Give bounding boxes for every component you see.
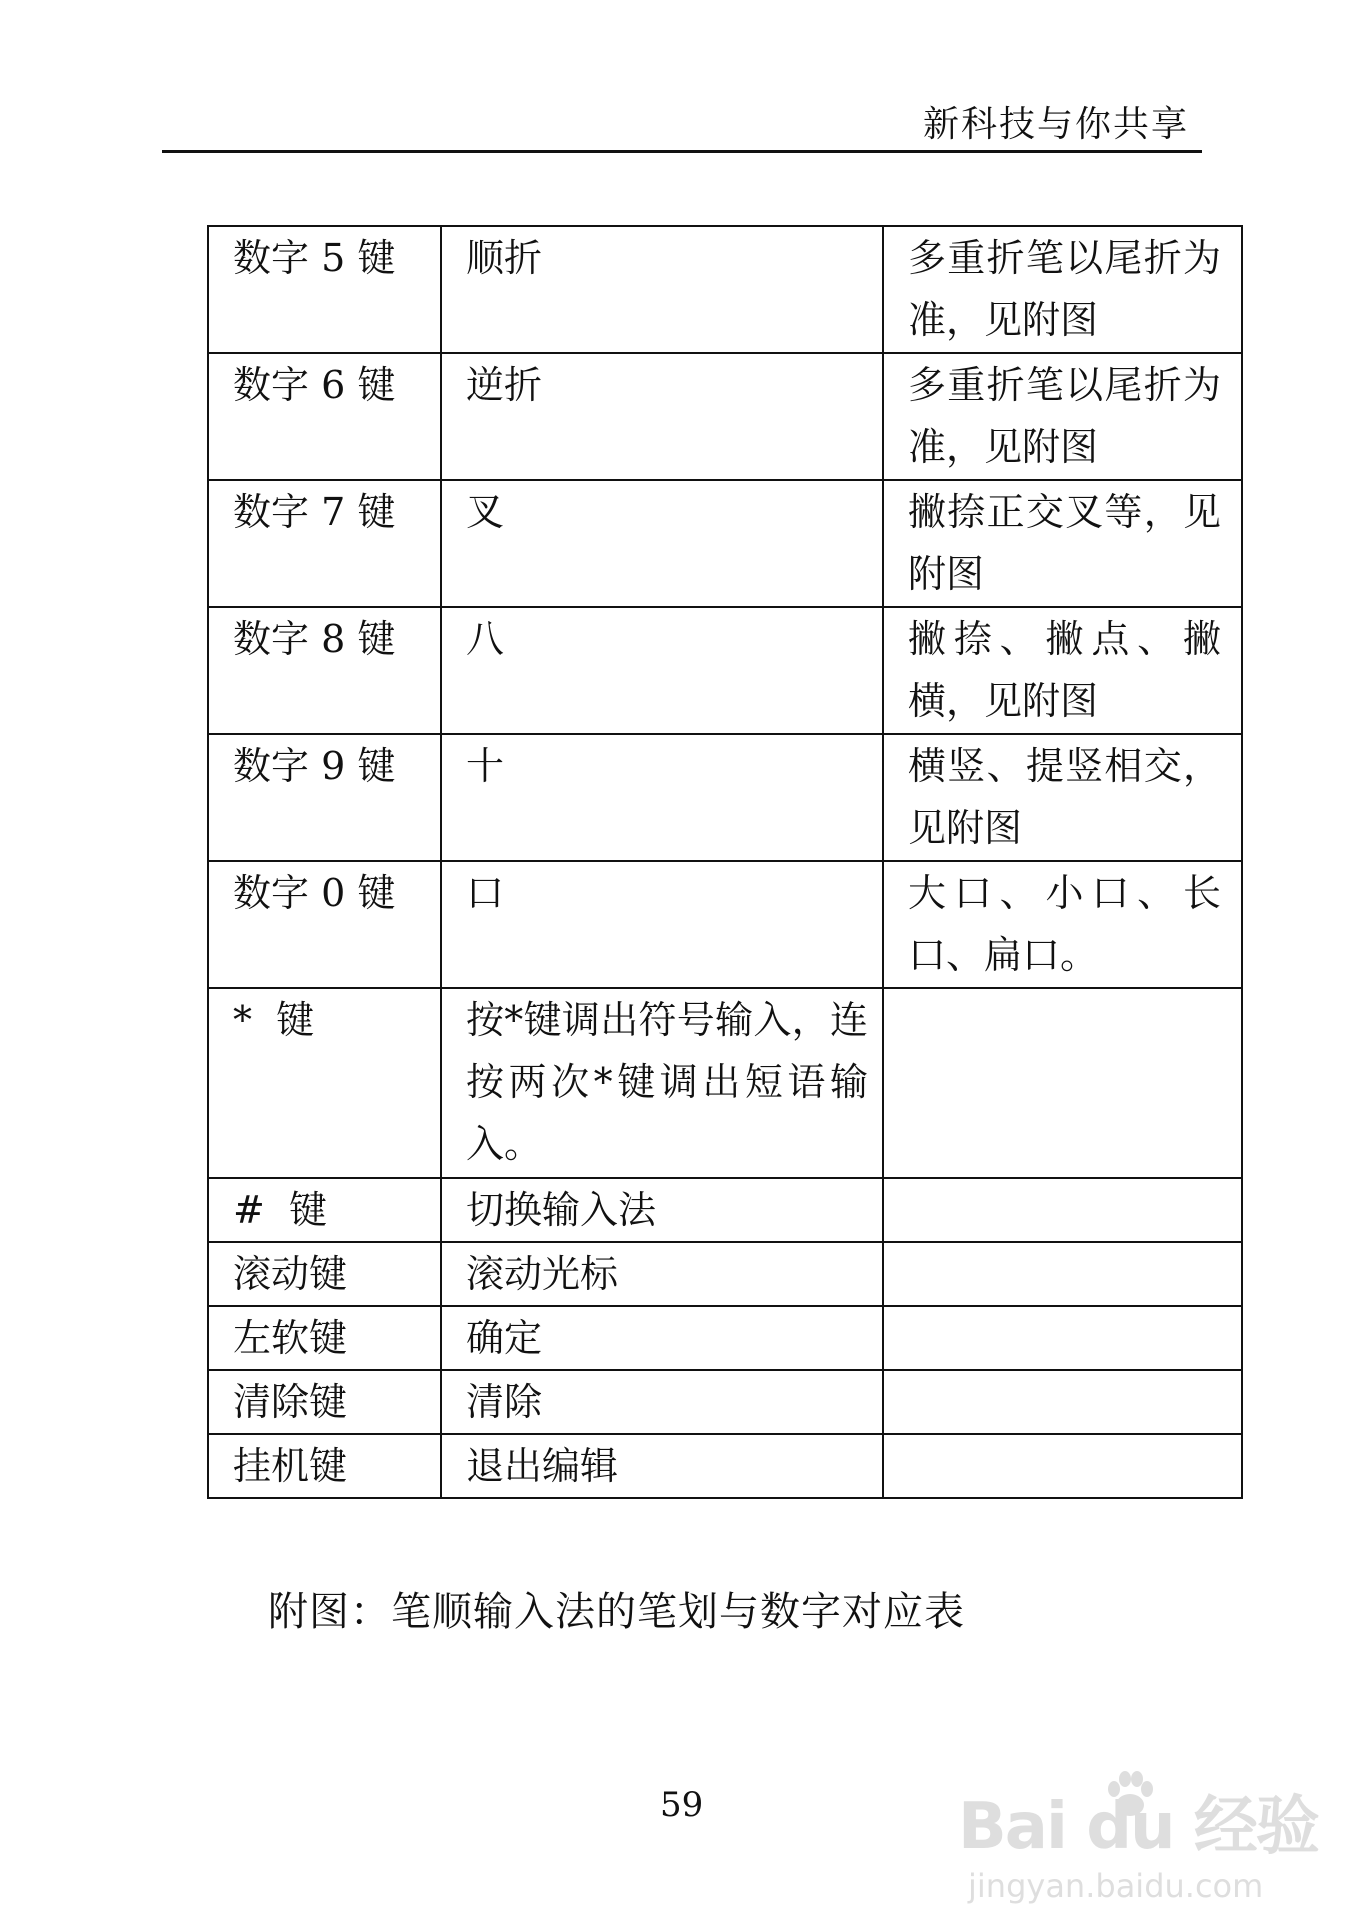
function-cell: 退出编辑 bbox=[441, 1434, 883, 1498]
table-row bbox=[208, 988, 1242, 1178]
key-cell: 挂机键 bbox=[208, 1434, 441, 1498]
note-cell: 多重折笔以尾折为准，见附图 bbox=[883, 226, 1242, 353]
note-cell: 撇捺正交叉等，见附图 bbox=[883, 480, 1242, 607]
function-cell: 清除 bbox=[441, 1370, 883, 1434]
key-cell: 数字 8 键 bbox=[208, 607, 441, 734]
paw-icon bbox=[1100, 1765, 1160, 1825]
function-cell: 叉 bbox=[441, 480, 883, 607]
function-cell: 顺折 bbox=[441, 226, 883, 353]
table-row bbox=[208, 1306, 1242, 1370]
note-cell: 横竖、提竖相交，见附图 bbox=[883, 734, 1242, 861]
function-cell: 切换输入法 bbox=[441, 1178, 883, 1242]
figure-caption: 附图：笔顺输入法的笔划与数字对应表 bbox=[268, 1589, 965, 1635]
note-cell bbox=[883, 988, 1242, 1178]
watermark-url: jingyan.baidu.com bbox=[968, 1867, 1264, 1905]
function-cell: 八 bbox=[441, 607, 883, 734]
table-row bbox=[208, 861, 1242, 988]
table-row bbox=[208, 226, 1242, 353]
key-cell: 数字 0 键 bbox=[208, 861, 441, 988]
key-cell: 清除键 bbox=[208, 1370, 441, 1434]
watermark-logo-text: Bai du 经验 bbox=[958, 1790, 1318, 1864]
watermark bbox=[958, 1775, 1318, 1915]
table-row bbox=[208, 734, 1242, 861]
key-function-table bbox=[207, 225, 1243, 1499]
key-cell: * 键 bbox=[208, 988, 441, 1178]
function-cell: 口 bbox=[441, 861, 883, 988]
key-cell: 数字 7 键 bbox=[208, 480, 441, 607]
table-row bbox=[208, 353, 1242, 480]
function-cell: 十 bbox=[441, 734, 883, 861]
note-cell bbox=[883, 1306, 1242, 1370]
table-row bbox=[208, 1434, 1242, 1498]
table-row bbox=[208, 1242, 1242, 1306]
header-rule bbox=[162, 150, 1202, 153]
key-cell: 数字 6 键 bbox=[208, 353, 441, 480]
function-cell: 逆折 bbox=[441, 353, 883, 480]
key-cell: 滚动键 bbox=[208, 1242, 441, 1306]
note-cell bbox=[883, 1434, 1242, 1498]
key-cell: 左软键 bbox=[208, 1306, 441, 1370]
key-cell: 数字 9 键 bbox=[208, 734, 441, 861]
function-cell: 确定 bbox=[441, 1306, 883, 1370]
table-row bbox=[208, 607, 1242, 734]
function-cell: 滚动光标 bbox=[441, 1242, 883, 1306]
function-cell: 按*键调出符号输入，连按两次*键调出短语输入。 bbox=[441, 988, 883, 1178]
note-cell: 多重折笔以尾折为准，见附图 bbox=[883, 353, 1242, 480]
key-cell: # 键 bbox=[208, 1178, 441, 1242]
note-cell bbox=[883, 1178, 1242, 1242]
table-row bbox=[208, 1370, 1242, 1434]
note-cell bbox=[883, 1242, 1242, 1306]
running-header: 新科技与你共享 bbox=[922, 104, 1189, 145]
note-cell bbox=[883, 1370, 1242, 1434]
note-cell: 撇捺、撇点、撇横，见附图 bbox=[883, 607, 1242, 734]
table-row bbox=[208, 1178, 1242, 1242]
note-cell: 大口、小口、长口、扁口。 bbox=[883, 861, 1242, 988]
key-cell: 数字 5 键 bbox=[208, 226, 441, 353]
table-row bbox=[208, 480, 1242, 607]
page-number: 59 bbox=[660, 1785, 704, 1825]
